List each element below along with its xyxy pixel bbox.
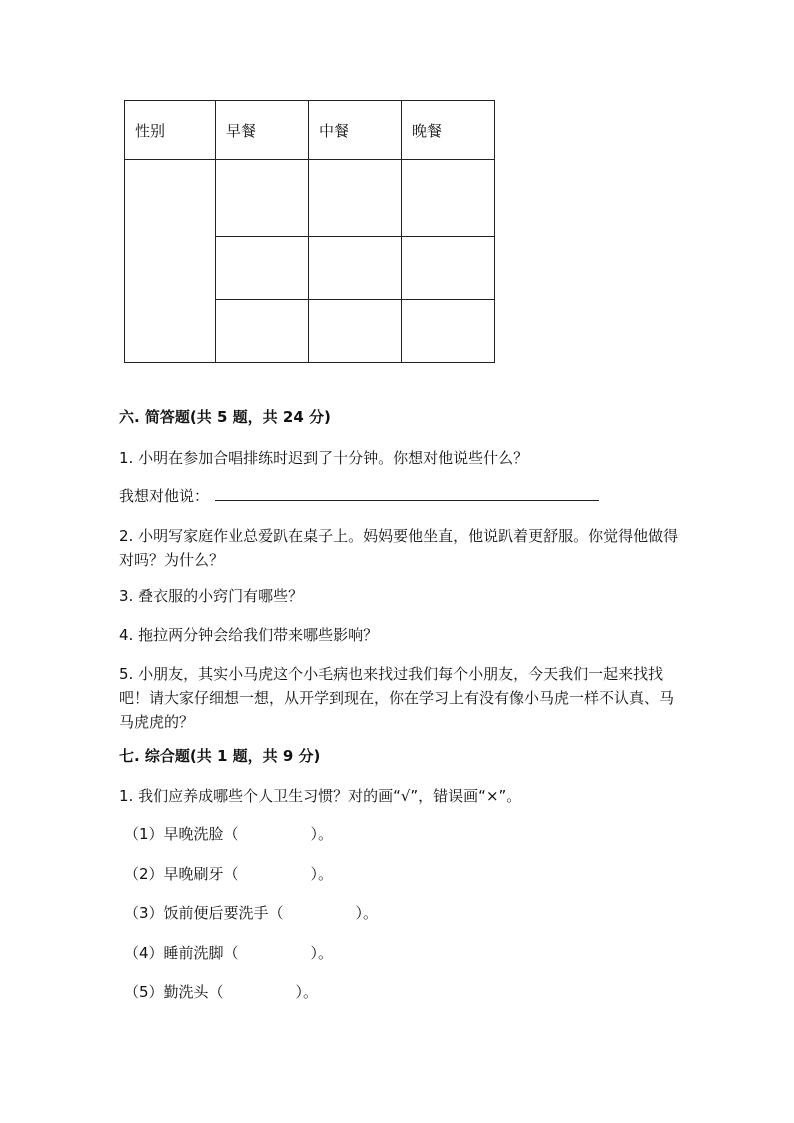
hygiene-item	[124, 980, 318, 1004]
table-row	[125, 160, 495, 237]
table-header-cell	[309, 101, 402, 160]
header-lunch: 中餐	[319, 121, 350, 140]
hygiene-item-label: （2）早晚刷牙（	[124, 865, 239, 883]
table-cell[interactable]	[309, 160, 402, 237]
section7-question-1: 1. 我们应养成哪些个人卫生习惯？对的画“√”，错误画“×”。	[119, 787, 522, 805]
hygiene-item	[124, 941, 333, 965]
hygiene-item	[124, 822, 333, 846]
section6-title: 六. 简答题(共 5 题，共 24 分)	[119, 408, 331, 426]
section6-question-3: 3. 叠衣服的小窍门有哪些？	[119, 587, 304, 605]
table-cell[interactable]	[402, 300, 495, 363]
table-cell[interactable]	[309, 300, 402, 363]
table-header-cell	[125, 101, 216, 160]
table-header-row	[125, 101, 495, 160]
hygiene-item-label: （3）饭前便后要洗手（	[124, 904, 284, 922]
answer-line[interactable]	[215, 484, 599, 501]
section6-question-5: 5. 小朋友，其实小马虎这个小毛病也来找过我们每个小朋友，今天我们一起来找找吧！请大家仔细想一想，从开学到现在，你在学习上有没有像小马虎一样不认真、马马虎虎的？	[119, 665, 675, 731]
hygiene-item-close: ）。	[310, 825, 334, 843]
table-cell[interactable]	[402, 160, 495, 237]
hygiene-item	[124, 862, 333, 886]
table-header-cell	[402, 101, 495, 160]
header-dinner: 晚餐	[412, 121, 443, 140]
header-breakfast: 早餐	[226, 121, 257, 140]
table-cell[interactable]	[309, 237, 402, 300]
table-cell[interactable]	[402, 237, 495, 300]
hygiene-item-label: （5）勤洗头（	[124, 983, 224, 1001]
section6-question-4: 4. 拖拉两分钟会给我们带来哪些影响？	[119, 626, 379, 644]
table-cell[interactable]	[216, 237, 309, 300]
table-cell[interactable]	[216, 300, 309, 363]
section6-question-1: 1. 小明在参加合唱排练时迟到了十分钟。你想对他说些什么？	[119, 449, 529, 467]
header-gender: 性别	[135, 121, 166, 140]
section6-question-2: 2. 小明写家庭作业总爱趴在桌子上。妈妈要他坐直，他说趴着更舒服。你觉得他做得对吗？为什么？	[119, 527, 679, 569]
hygiene-item-close: ）。	[310, 944, 334, 962]
hygiene-item-close: ）。	[295, 983, 319, 1001]
hygiene-item	[124, 901, 378, 925]
table-header-cell	[216, 101, 309, 160]
section6-q1-answer	[119, 484, 599, 508]
hygiene-item-label: （1）早晚洗脸（	[124, 825, 239, 843]
table-cell-gender[interactable]	[125, 160, 216, 363]
table-cell[interactable]	[216, 160, 309, 237]
hygiene-item-close: ）。	[310, 865, 334, 883]
section7-title: 七. 综合题(共 1 题，共 9 分)	[119, 747, 321, 765]
hygiene-item-close: ）。	[355, 904, 379, 922]
hygiene-item-label: （4）睡前洗脚（	[124, 944, 239, 962]
answer-label: 我想对他说：	[119, 487, 210, 505]
meal-table	[124, 100, 495, 363]
